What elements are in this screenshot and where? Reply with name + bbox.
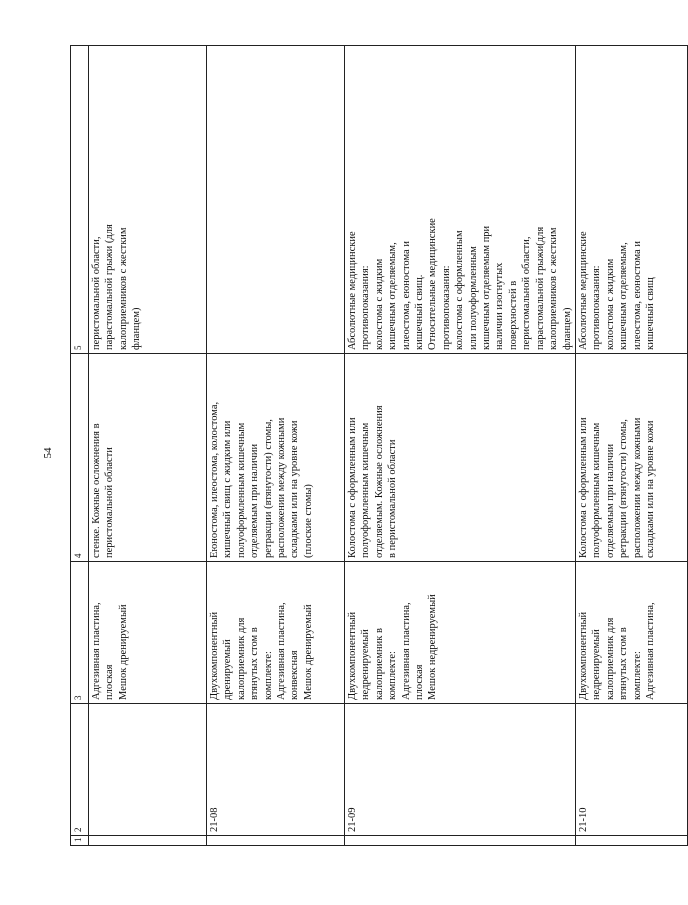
column-header: 1 [71, 836, 89, 846]
cell-line: отделяемым. Кожные осложнения [373, 405, 385, 558]
cell-line: наличии изогнутых [494, 262, 506, 350]
page-number [40, 444, 56, 462]
cell-line: Двухкомпонентный [209, 611, 220, 700]
table-row [575, 46, 687, 846]
description-cell [89, 562, 207, 704]
cell-line: плоская [414, 664, 426, 700]
blank-cell [89, 836, 207, 846]
cell-line: фланцем) [131, 307, 143, 350]
cell-line: перистомальной области, [91, 236, 102, 350]
cell-line: кишечный свищ. [414, 274, 426, 350]
cell-line: противопоказания: [591, 265, 603, 350]
cell-line: ретракции (втянутости) стомы, [618, 419, 630, 558]
code-cell: 21-10 [575, 704, 687, 836]
cell-line: отделяемым при наличии [249, 443, 261, 558]
table-header-row [71, 46, 89, 846]
medical-products-table [70, 45, 688, 846]
cell-line: кишечным отделяемым, [618, 242, 630, 350]
cell-line: парастомальной грыжи(для [534, 226, 546, 350]
cell-line: Колостома с оформленным или [577, 417, 589, 558]
cell-line: отделяемым при наличии [604, 443, 616, 558]
rotated-table-container [70, 46, 656, 846]
cell-line: фланцем) [561, 307, 573, 350]
cell-line: илеостома, еюностома и [631, 241, 643, 350]
contraindications-cell [345, 46, 576, 354]
cell-line: стенке. Кожные осложнения в [91, 423, 102, 558]
contraindications-cell [89, 46, 207, 354]
indications-cell [89, 354, 207, 562]
cell-line: противопоказания: [360, 265, 372, 350]
contraindications-cell [575, 46, 687, 354]
cell-line: полуоформленным кишечным [360, 422, 372, 558]
cell-line: парастомальной грыжи (для [104, 224, 116, 350]
cell-line: Абсолютные медицинские [577, 231, 589, 350]
cell-line: (плоские стомы) [302, 484, 314, 558]
cell-line: Адгезивная пластина, [91, 602, 102, 700]
cell-line: перистомальной области [104, 447, 116, 558]
cell-line: втянутых стом в [618, 627, 630, 700]
cell-line: калоприемник для [235, 617, 247, 700]
code-cell [89, 704, 207, 836]
cell-line: втянутых стом в [249, 627, 261, 700]
cell-line: Еюностома, илеостома, колостома, [209, 401, 220, 558]
cell-line: конвексная [289, 650, 301, 700]
cell-line: Мешок недренируемый [427, 594, 439, 700]
cell-line: кишечным отделяемым, [387, 242, 399, 350]
table-row [207, 46, 345, 846]
code-cell: 21-09 [345, 704, 576, 836]
column-header: 2 [71, 704, 89, 836]
page-number-text: 54 [42, 447, 54, 459]
indications-cell [207, 354, 345, 562]
cell-line: калоприемников с жестким [117, 227, 129, 350]
cell-line: комплекте: [262, 651, 274, 700]
cell-line: Двухкомпонентный [347, 611, 358, 700]
blank-cell [575, 836, 687, 846]
cell-line: Абсолютные медицинские [347, 231, 358, 350]
cell-line: калоприемников с жестким [548, 227, 560, 350]
cell-line: расположении между кожными [276, 417, 288, 558]
cell-line: Относительные медицинские [427, 218, 439, 350]
cell-line: противопоказания: [440, 265, 452, 350]
cell-line: илеостома, еюностома и [400, 241, 412, 350]
table-row [89, 46, 207, 846]
cell-line: Колостома с оформленным или [347, 417, 358, 558]
cell-line: калоприемник для [604, 617, 616, 700]
cell-line: кишечный свищ с жидким или [222, 420, 234, 558]
indications-cell [575, 354, 687, 562]
column-header: 3 [71, 562, 89, 704]
blank-cell [207, 836, 345, 846]
cell-line: перистомальной области, [521, 236, 533, 350]
column-header: 4 [71, 354, 89, 562]
cell-line: колостома с жидким [604, 258, 616, 350]
cell-line: поверхностей в [507, 280, 519, 350]
table-row [345, 46, 576, 846]
cell-line: недренируемый [591, 629, 603, 700]
cell-line: Мешок дренируемый [302, 604, 314, 700]
cell-line: Адгезивная пластина, [276, 602, 288, 700]
cell-line: калоприемник в [373, 628, 385, 700]
blank-cell [345, 836, 576, 846]
indications-cell [345, 354, 576, 562]
description-cell [345, 562, 576, 704]
cell-line: полуоформленным кишечным [591, 422, 603, 558]
cell-line: ретракции (втянутости) стомы, [262, 419, 274, 558]
cell-line: в перистомальной области [387, 439, 399, 558]
contraindications-cell [207, 46, 345, 354]
cell-line: Адгезивная пластина, [400, 602, 412, 700]
cell-line: Двухкомпонентный [577, 611, 589, 700]
cell-line: Адгезивная пластина, [644, 602, 656, 700]
cell-line: плоская [104, 664, 116, 700]
description-cell [207, 562, 345, 704]
cell-line: комплекте: [387, 651, 399, 700]
cell-line: колостома с жидким [373, 258, 385, 350]
cell-line: кишечным отделяемым при [481, 225, 493, 350]
cell-line: складками или на уровне кожи [644, 420, 656, 558]
cell-line: дренируемый [222, 639, 234, 700]
cell-line: недренируемый [360, 629, 372, 700]
column-header: 5 [71, 46, 89, 354]
cell-line: расположении между кожными [631, 417, 643, 558]
cell-line: кишечный свищ [644, 277, 656, 350]
code-cell: 21-08 [207, 704, 345, 836]
cell-line: складками или на уровне кожи [289, 420, 301, 558]
cell-line: комплекте: [631, 651, 643, 700]
cell-line: Мешок дренируемый [117, 604, 129, 700]
cell-line: или полуоформленным [467, 246, 479, 350]
description-cell [575, 562, 687, 704]
cell-line: полуоформленным кишечным [235, 422, 247, 558]
cell-line: колостома с оформленным [454, 230, 466, 350]
